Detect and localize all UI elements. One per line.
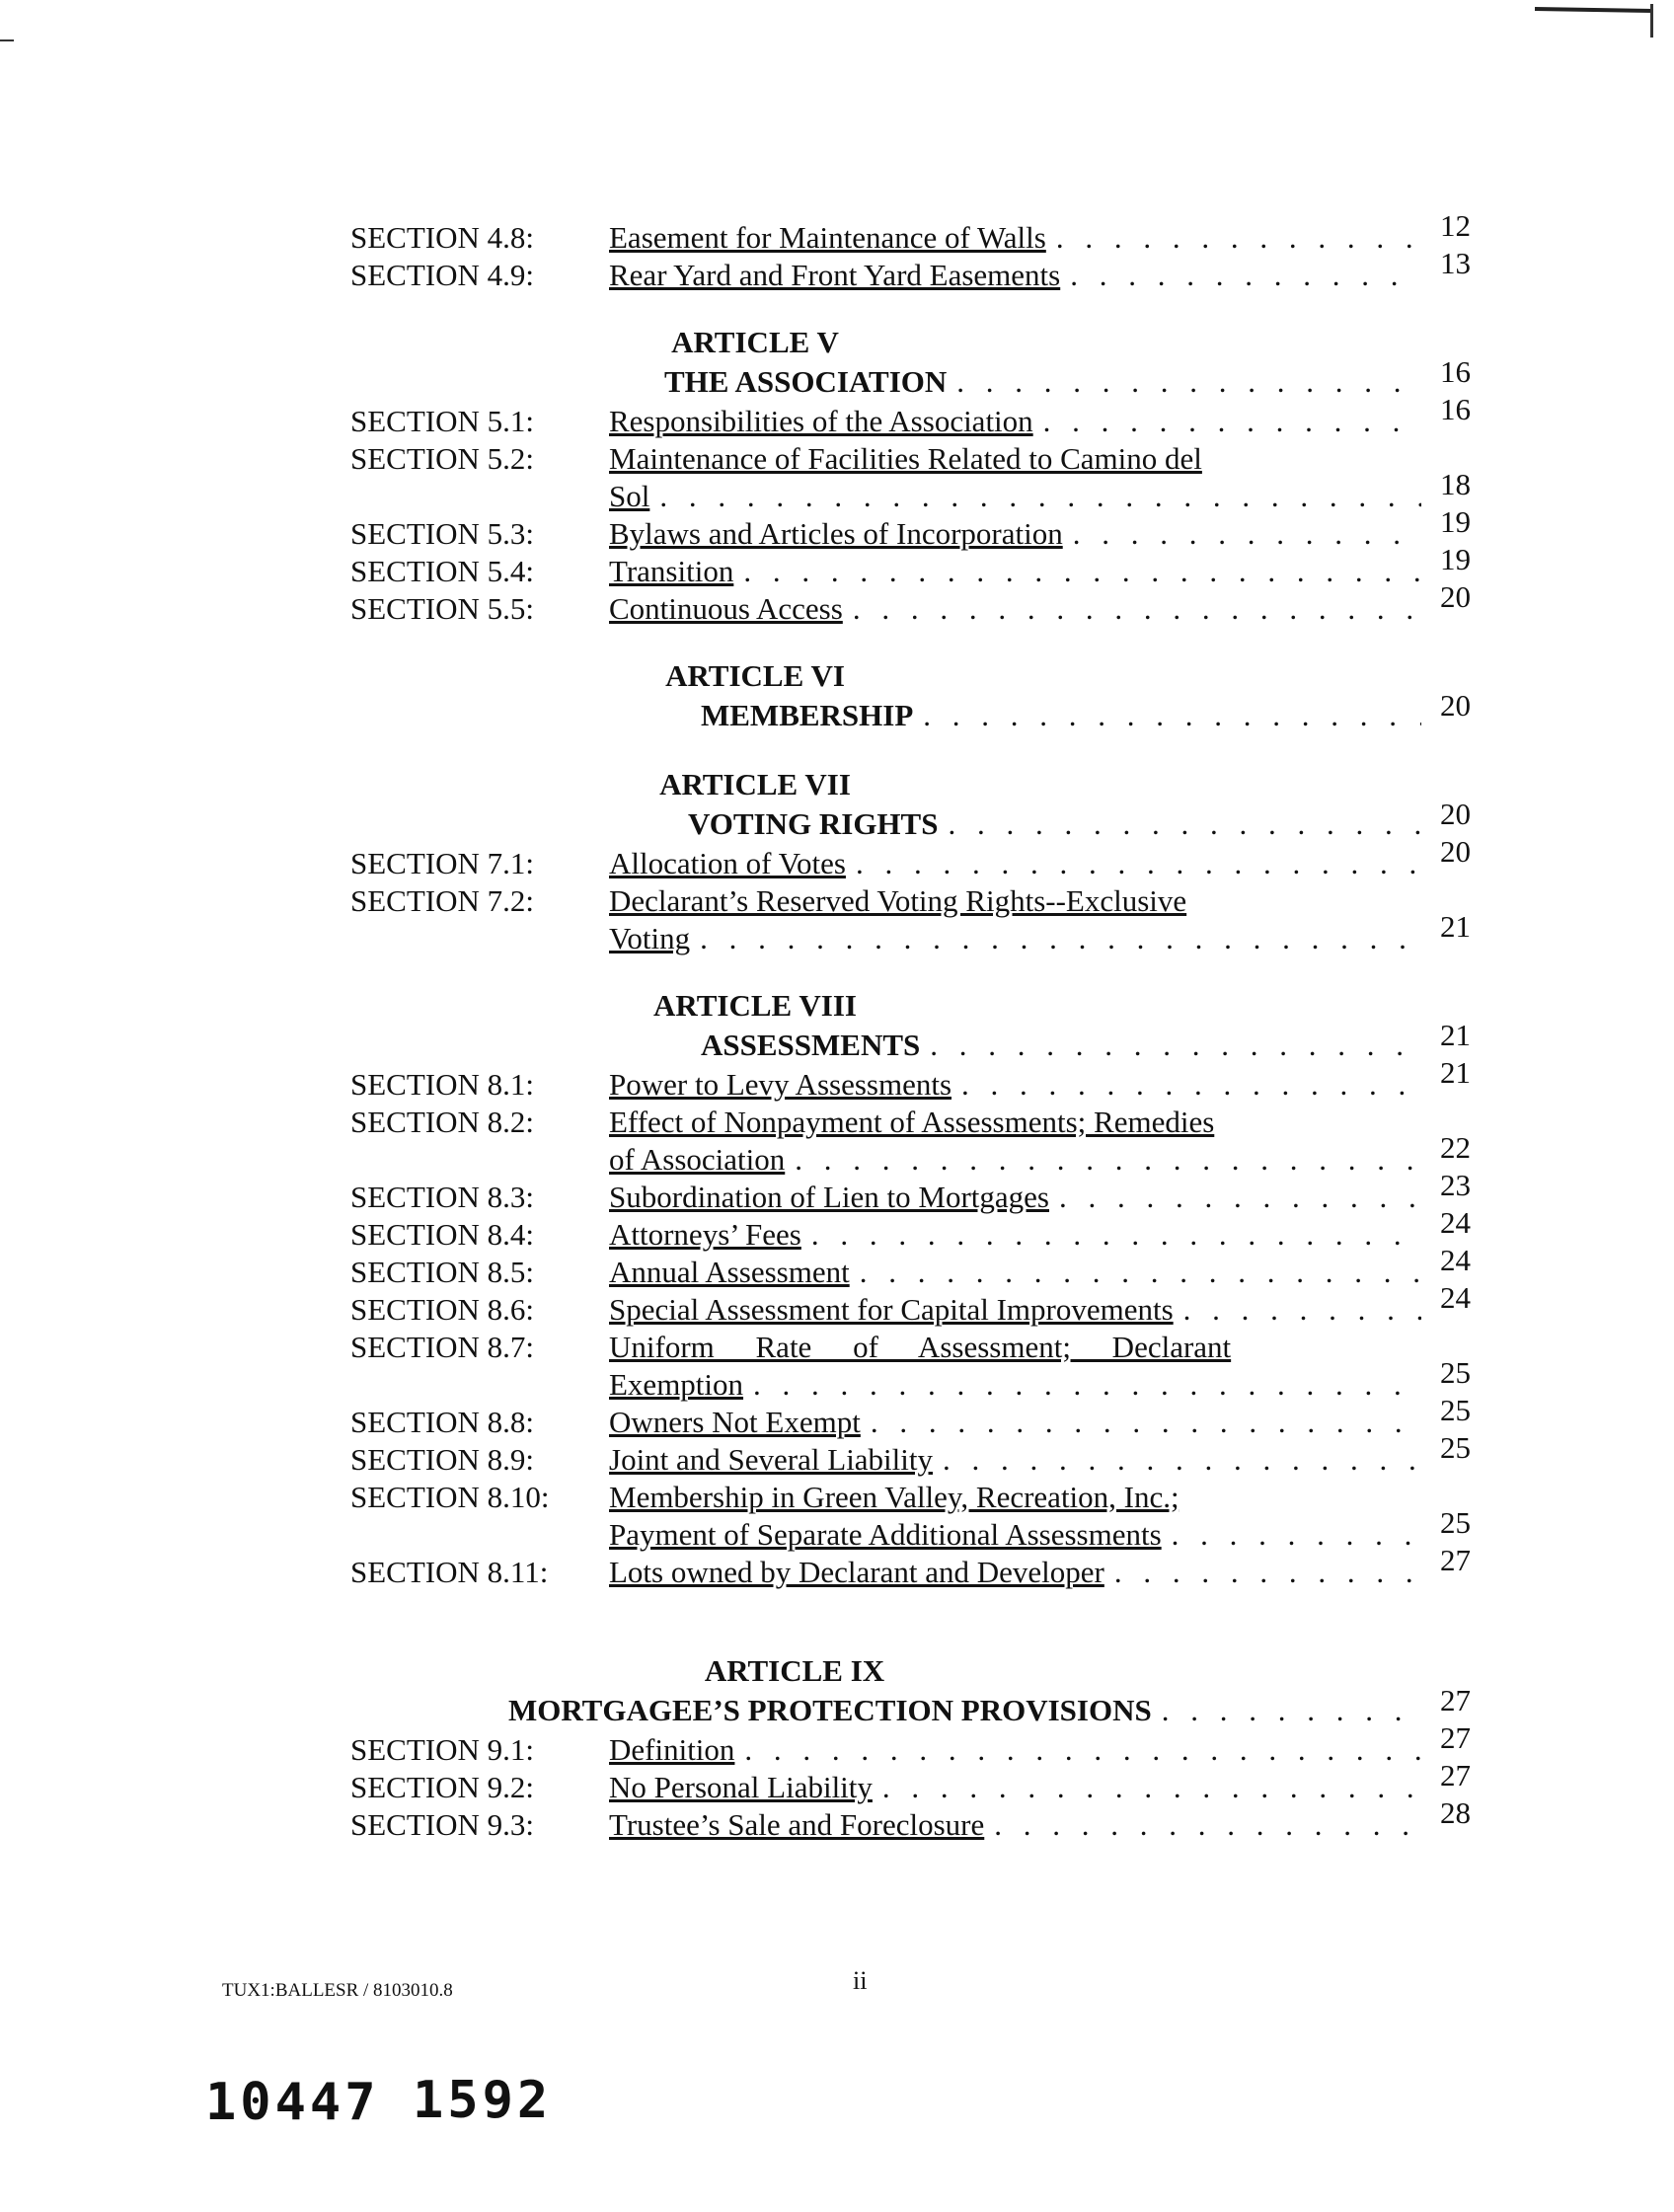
section-title-link[interactable]: Trustee’s Sale and Foreclosure — [609, 1807, 985, 1842]
toc-entry — [350, 1205, 1515, 1254]
page-number: 23 — [1440, 1168, 1471, 1202]
dot-leader — [933, 1441, 1421, 1479]
section-number: SECTION 7.2: — [350, 883, 534, 918]
toc-entry — [350, 542, 1515, 590]
dot-leader — [690, 920, 1421, 957]
toc-entry — [350, 834, 1515, 882]
scan-edge-mark — [1535, 7, 1653, 13]
document-id: TUX1:BALLESR / 8103010.8 — [222, 1980, 453, 2001]
dot-leader — [984, 1806, 1421, 1844]
scan-edge-mark — [1650, 4, 1653, 38]
section-number: SECTION 7.1: — [350, 846, 534, 880]
page-number: 27 — [1440, 1543, 1471, 1577]
section-title-link[interactable]: Responsibilities of the Association — [609, 404, 1033, 438]
dot-leader — [1033, 403, 1421, 440]
recording-stamp-book: 10447 — [205, 2073, 380, 2132]
section-title-link[interactable]: Definition — [609, 1732, 735, 1767]
dot-leader — [843, 590, 1421, 628]
dot-leader — [1104, 1554, 1421, 1591]
section-number: SECTION 4.9: — [350, 258, 534, 292]
section-title-link[interactable]: Effect of Nonpayment of Assessments; Remedies — [609, 1105, 1215, 1139]
toc-entry — [350, 1479, 1515, 1554]
section-number: SECTION 8.5: — [350, 1255, 534, 1289]
page-number: 24 — [1440, 1243, 1471, 1277]
section-number: SECTION 8.9: — [350, 1442, 534, 1477]
toc-entry — [350, 1393, 1515, 1441]
article-heading — [350, 657, 1515, 736]
article-label: ARTICLE IX — [704, 1653, 885, 1688]
section-number: SECTION 4.8: — [350, 220, 534, 255]
toc-entry — [350, 1430, 1515, 1479]
page-number: 20 — [1440, 797, 1471, 831]
page-number: 20 — [1440, 688, 1471, 723]
toc-entry — [350, 1720, 1515, 1769]
page-number: 24 — [1440, 1280, 1471, 1315]
article-heading — [350, 324, 1515, 403]
page-number: 25 — [1440, 1393, 1471, 1427]
dot-leader — [938, 803, 1421, 845]
dot-leader — [1152, 1690, 1421, 1731]
section-title-link[interactable]: Power to Levy Assessments — [609, 1067, 952, 1102]
dot-leader — [951, 1066, 1421, 1104]
section-number: SECTION 9.3: — [350, 1807, 534, 1842]
dot-leader — [785, 1141, 1421, 1179]
page-number: 25 — [1440, 1505, 1471, 1540]
article-heading — [350, 766, 1515, 845]
section-title-link-continued[interactable]: of Association — [609, 1142, 786, 1177]
page-number: 16 — [1440, 392, 1471, 426]
section-number: SECTION 5.3: — [350, 516, 534, 551]
section-number: SECTION 8.7: — [350, 1330, 534, 1364]
section-title-link-continued[interactable]: Voting — [609, 921, 691, 955]
section-title-link[interactable]: Joint and Several Liability — [609, 1442, 934, 1477]
dot-leader — [1174, 1291, 1421, 1329]
page-number: 13 — [1440, 246, 1471, 280]
recording-stamp-page: 1592 — [413, 2071, 553, 2130]
section-number: SECTION 5.2: — [350, 441, 534, 476]
section-title-link[interactable]: Declarant’s Reserved Voting Rights--Exclusive — [609, 883, 1187, 918]
dot-leader — [1060, 257, 1421, 294]
dot-leader — [733, 553, 1421, 590]
page-number: 20 — [1440, 579, 1471, 614]
section-number: SECTION 8.11: — [350, 1555, 549, 1589]
toc-entry — [350, 579, 1515, 628]
table-of-contents — [350, 208, 1515, 1844]
dot-leader — [801, 1216, 1421, 1254]
section-title-link[interactable]: Subordination of Lien to Mortgages — [609, 1180, 1049, 1214]
section-title-link[interactable]: Special Assessment for Capital Improvements — [609, 1292, 1174, 1327]
section-title-link[interactable]: Allocation of Votes — [609, 846, 846, 880]
section-title-link[interactable]: No Personal Liability — [609, 1770, 873, 1804]
section-title-link-continued[interactable]: Sol — [609, 479, 650, 513]
dot-leader — [1046, 219, 1421, 257]
section-number: SECTION 8.3: — [350, 1180, 534, 1214]
page-number: 22 — [1440, 1130, 1471, 1165]
section-title-link[interactable]: Owners Not Exempt — [609, 1405, 861, 1439]
section-title-link[interactable]: Bylaws and Articles of Incorporation — [609, 516, 1063, 551]
dot-leader — [861, 1404, 1421, 1441]
section-number: SECTION 5.1: — [350, 404, 534, 438]
toc-entry — [350, 208, 1515, 257]
page-number: 16 — [1440, 354, 1471, 389]
section-title-link[interactable]: Easement for Maintenance of Walls — [609, 220, 1046, 255]
section-title-link[interactable]: Lots owned by Declarant and Developer — [609, 1555, 1104, 1589]
page-number: 21 — [1440, 1055, 1471, 1090]
page-number: 19 — [1440, 504, 1471, 539]
toc-entry — [350, 1543, 1515, 1591]
toc-entry — [350, 440, 1515, 515]
dot-leader — [649, 478, 1421, 515]
article-title: THE ASSOCIATION — [664, 364, 948, 399]
dot-leader — [947, 361, 1421, 403]
scan-edge-mark — [0, 39, 14, 41]
dot-leader — [913, 695, 1421, 736]
section-number: SECTION 8.8: — [350, 1405, 534, 1439]
toc-entry — [350, 1104, 1515, 1179]
toc-entry — [350, 1329, 1515, 1404]
section-number: SECTION 8.10: — [350, 1480, 550, 1514]
dot-leader — [850, 1254, 1421, 1291]
toc-entry — [350, 1795, 1515, 1844]
page-number: 18 — [1440, 467, 1471, 501]
toc-entry — [350, 504, 1515, 553]
page-number: 12 — [1440, 208, 1471, 243]
section-title-link-continued[interactable]: Payment of Separate Additional Assessments — [609, 1517, 1162, 1552]
section-title-link[interactable]: Maintenance of Facilities Related to Camino del — [609, 441, 1202, 476]
dot-leader — [1049, 1179, 1421, 1216]
section-number: SECTION 9.2: — [350, 1770, 534, 1804]
section-number: SECTION 8.1: — [350, 1067, 534, 1102]
section-title-link[interactable]: Membership in Green Valley, Recreation, Inc.; — [609, 1480, 1179, 1514]
page-number: 19 — [1440, 542, 1471, 576]
article-heading — [350, 1652, 1515, 1731]
article-title: MEMBERSHIP — [701, 698, 914, 732]
dot-leader — [1162, 1516, 1421, 1554]
section-number: SECTION 5.4: — [350, 554, 534, 588]
article-label: ARTICLE VII — [659, 767, 851, 801]
dot-leader — [734, 1731, 1421, 1769]
toc-entry — [350, 1168, 1515, 1216]
page-number: 28 — [1440, 1795, 1471, 1830]
toc-entry — [350, 1280, 1515, 1329]
page-number: 27 — [1440, 1683, 1471, 1717]
dot-leader — [1063, 515, 1421, 553]
article-label: ARTICLE VIII — [653, 988, 857, 1023]
section-title-link[interactable]: Continuous Access — [609, 591, 843, 626]
page-number: 21 — [1440, 1018, 1471, 1052]
toc-entry — [350, 1055, 1515, 1104]
section-number: SECTION 8.4: — [350, 1217, 534, 1252]
toc-entry — [350, 392, 1515, 440]
article-label: ARTICLE V — [671, 325, 839, 359]
page-number: 25 — [1440, 1355, 1471, 1390]
dot-leader — [920, 1025, 1421, 1066]
page-number: 20 — [1440, 834, 1471, 869]
section-number: SECTION 5.5: — [350, 591, 534, 626]
page-number: 25 — [1440, 1430, 1471, 1465]
toc-entry — [350, 246, 1515, 294]
section-number: SECTION 8.2: — [350, 1105, 534, 1139]
article-title: ASSESSMENTS — [701, 1028, 921, 1062]
article-title: VOTING RIGHTS — [688, 806, 939, 841]
article-label: ARTICLE VI — [665, 658, 845, 693]
toc-entry — [350, 882, 1515, 957]
page-number-footer: ii — [853, 1966, 868, 1995]
section-title-link[interactable]: Attorneys’ Fees — [609, 1217, 801, 1252]
section-number: SECTION 9.1: — [350, 1732, 534, 1767]
section-title-link-continued[interactable]: Exemption — [609, 1367, 744, 1402]
dot-leader — [873, 1769, 1421, 1806]
toc-entry — [350, 1243, 1515, 1291]
article-heading — [350, 987, 1515, 1066]
page-number: 27 — [1440, 1720, 1471, 1755]
section-title-link[interactable]: Uniform Rate of Assessment; Declarant — [609, 1330, 1232, 1364]
page-number: 24 — [1440, 1205, 1471, 1240]
article-title: MORTGAGEE’S PROTECTION PROVISIONS — [508, 1693, 1152, 1727]
dot-leader — [846, 845, 1421, 882]
dot-leader — [743, 1366, 1421, 1404]
page-number: 27 — [1440, 1758, 1471, 1792]
section-number: SECTION 8.6: — [350, 1292, 534, 1327]
section-title-link[interactable]: Rear Yard and Front Yard Easements — [609, 258, 1061, 292]
section-title-link[interactable]: Annual Assessment — [609, 1255, 850, 1289]
section-title-link[interactable]: Transition — [609, 554, 734, 588]
toc-entry — [350, 1758, 1515, 1806]
page-number: 21 — [1440, 909, 1471, 944]
